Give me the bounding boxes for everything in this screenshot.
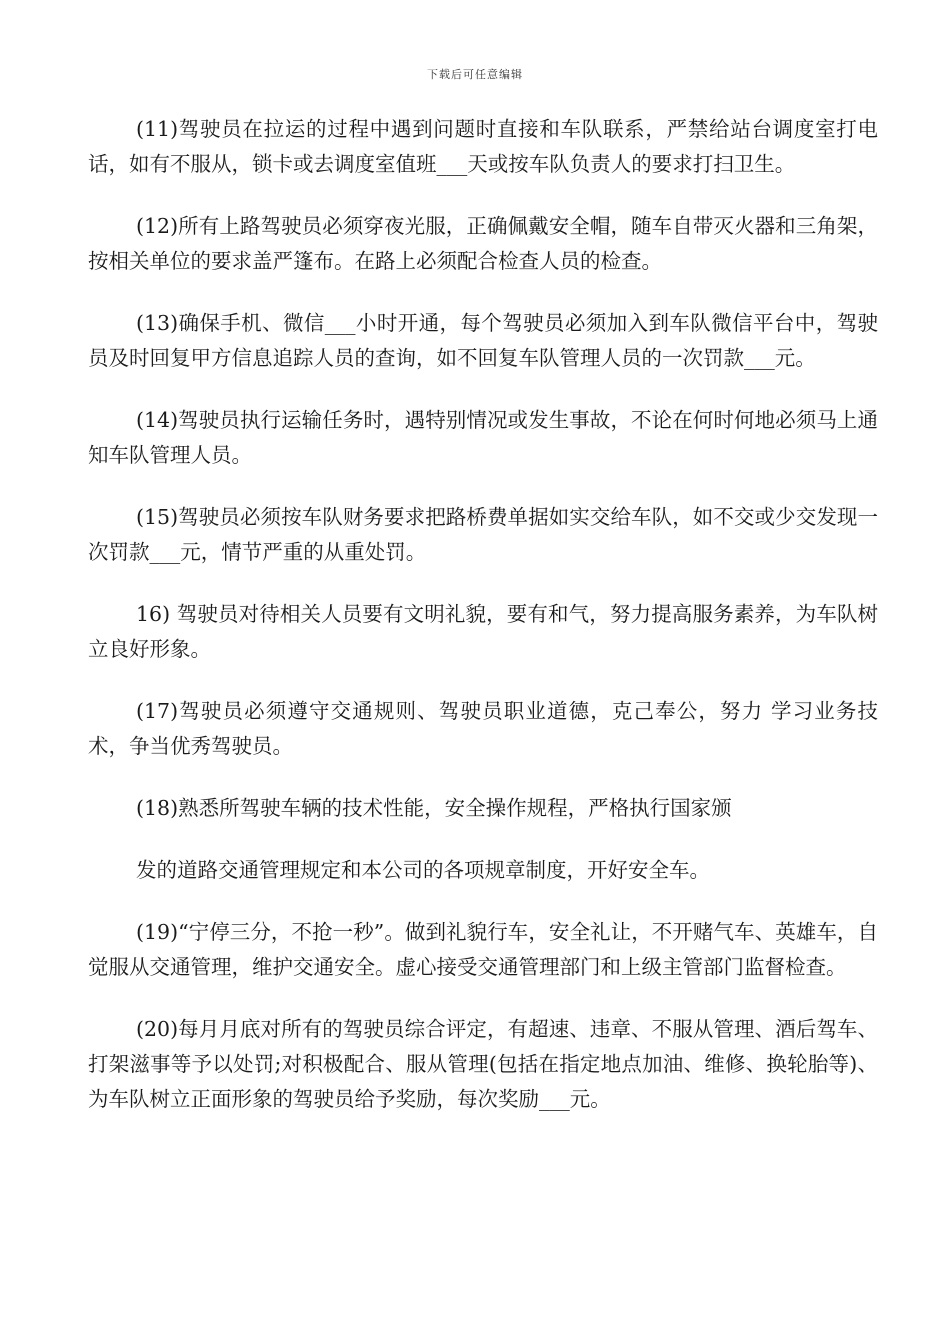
document-body <box>88 112 878 1144</box>
paragraph-14: (14)驾驶员执行运输任务时，遇特别情况或发生事故，不论在何时何地必须马上通知车队管理人员。 <box>88 408 878 467</box>
paragraph-19: (19)“宁停三分，不抢一秒”。做到礼貌行车，安全礼让，不开赌气车、英雄车，自觉服从交通管理，维护交通安全。虚心接受交通管理部门和上级主管部门监督检查。 <box>88 920 878 979</box>
paragraph-13: (13)确保手机、微信___小时开通，每个驾驶员必须加入到车队微信平台中，驾驶员及时回复甲方信息追踪人员的查询，如不回复车队管理人员的一次罚款___元。 <box>88 311 878 370</box>
paragraph-11: (11)驾驶员在拉运的过程中遇到问题时直接和车队联系，严禁给站台调度室打电话，如有不服从，锁卡或去调度室值班___天或按车队负责人的要求打扫卫生。 <box>88 117 878 176</box>
paragraph-16: 16) 驾驶员对待相关人员要有文明礼貌，要有和气，努力提高服务素养，为车队树立良好形象。 <box>88 602 878 661</box>
paragraph-18-continued: 发的道路交通管理规定和本公司的各项规章制度，开好安全车。 <box>136 858 710 882</box>
page-header: 下载后可任意编辑 <box>427 68 523 81</box>
paragraph-20: (20)每月月底对所有的驾驶员综合评定，有超速、违章、不服从管理、酒后驾车、打架滋事等予以处罚;对积极配合、服从管理(包括在指定地点加油、维修、换轮胎等)、为车队树立正面形象的驾驶员给予奖励，每次奖励___元。 <box>88 1017 878 1111</box>
paragraph-12: (12)所有上路驾驶员必须穿夜光服，正确佩戴安全帽，随车自带灭火器和三角架，按相关单位的要求盖严篷布。在路上必须配合检查人员的检查。 <box>88 214 878 273</box>
paragraph-17: (17)驾驶员必须遵守交通规则、驾驶员职业道德，克己奉公，努力 学习业务技术，争当优秀驾驶员。 <box>88 699 878 758</box>
paragraph-15: (15)驾驶员必须按车队财务要求把路桥费单据如实交给车队，如不交或少交发现一次罚款___元，情节严重的从重处罚。 <box>88 505 878 564</box>
paragraph-18: (18)熟悉所驾驶车辆的技术性能，安全操作规程，严格执行国家颁 <box>136 796 732 820</box>
